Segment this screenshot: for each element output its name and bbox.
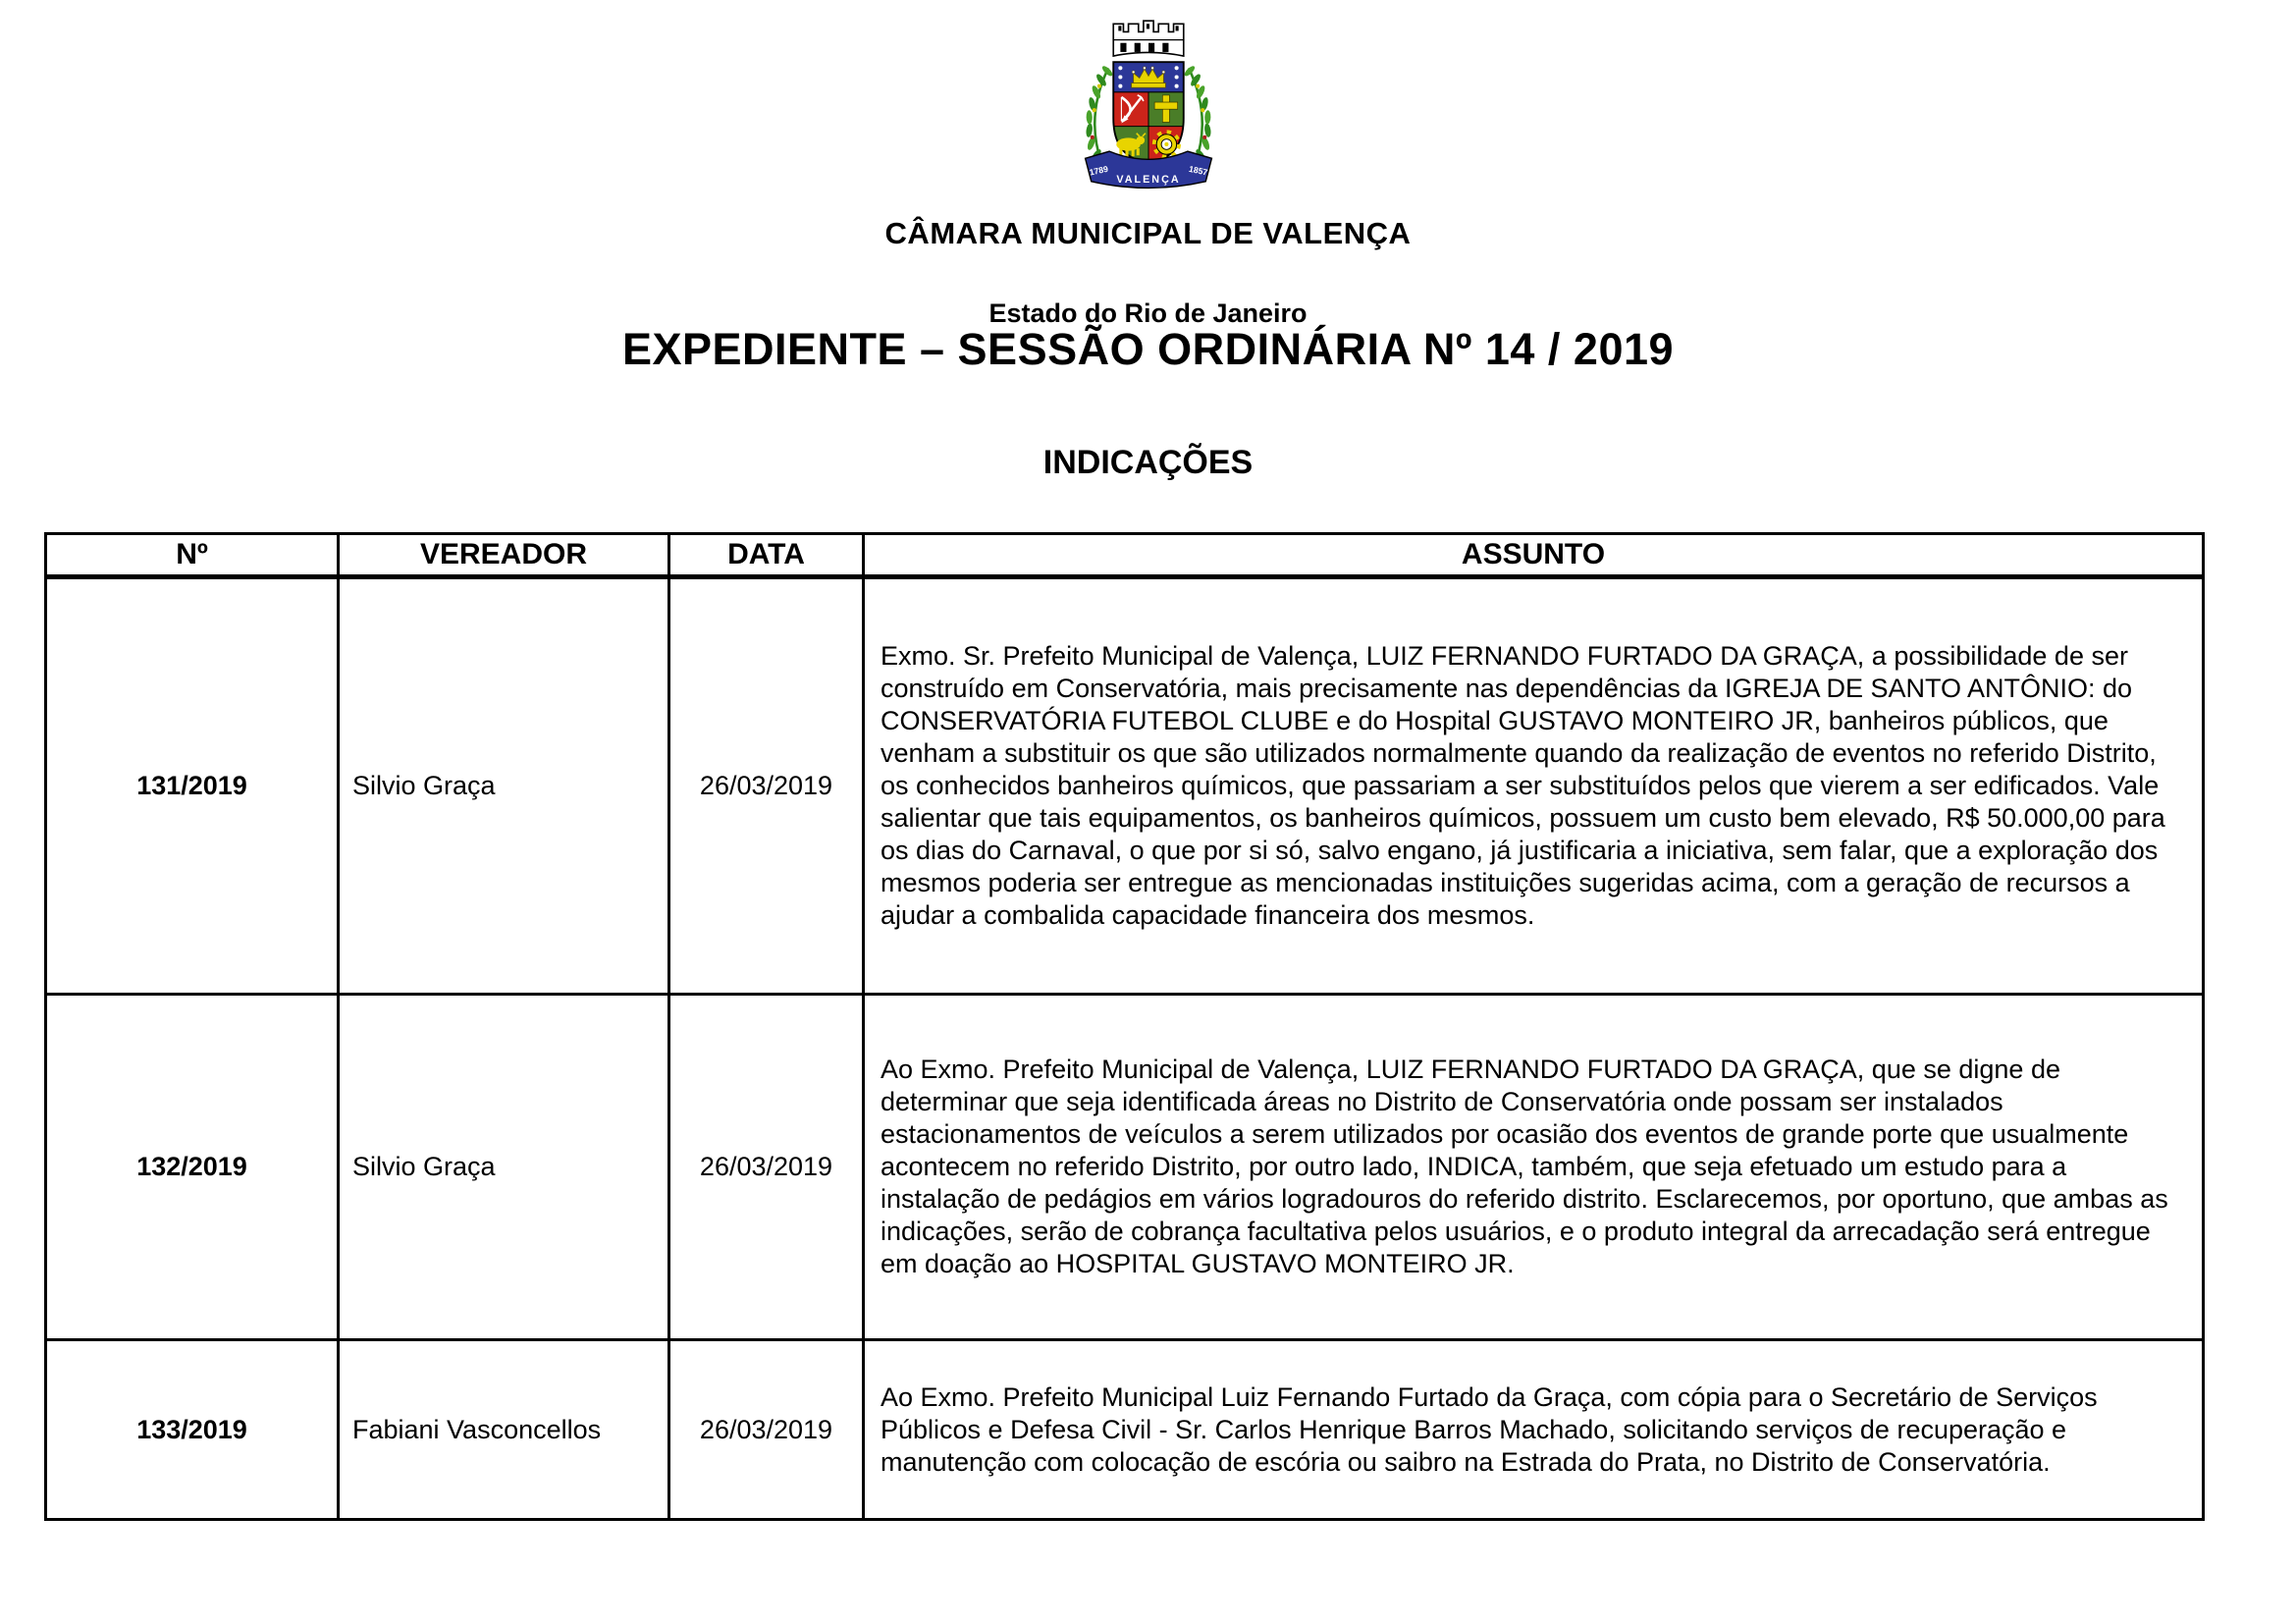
table-row-1-assunto: Exmo. Sr. Prefeito Municipal de Valença, LUIZ FERNANDO FURTADO DA GRAÇA, a possibilidade de ser construído em Conservatória, mais precisamente nas dependências da IGREJA DE SANTO ANTÔNIO: do CONSERVATÓRIA FUTEBOL CLUBE e do Hospital GUSTAVO MONTEIRO JR, banheiros públicos, que venham a substituir os que são utilizados normalmente quando da realização de eventos no referido Distrito, os conhecidos banheiros químicos, que passariam a ser substituídos pelos que vierem a ser edificados. Vale salientar que tais equipamentos, os banheiros químicos, possuem um custo bem elevado, R$ 50.000,00 para os dias do Carnaval, o que por si só, salvo engano, já justificaria a iniciativa, sem falar, que a exploração dos mesmos poderia ser entregue as mencionadas instituições sugeridas acima, com a geração de recursos a ajudar a combalida capacidade financeira dos mesmos.: [865, 579, 2202, 996]
table-row-3-assunto: Ao Exmo. Prefeito Municipal Luiz Fernando Furtado da Graça, com cópia para o Secretário de Serviços Públicos e Defesa Civil - Sr. Carlos Henrique Barros Machado, solicitando serviços de recuperação e manutenção com colocação de escória ou saibro na Estrada do Prata, no Distrito de Conservatória.: [881, 1381, 2098, 1477]
section-title: INDICAÇÕES: [1042, 444, 1254, 481]
table-row-3-vereador: Fabiani Vasconcellos: [340, 1341, 670, 1518]
right-branch: [1183, 65, 1211, 163]
ribbon-year-left: 1789: [1088, 163, 1109, 178]
document-title: EXPEDIENTE – SESSÃO ORDINÁRIA Nº 14 / 2019: [621, 324, 1675, 374]
table-row-2-assunto: Ao Exmo. Prefeito Municipal de Valença, LUIZ FERNANDO FURTADO DA GRAÇA, que se digne de determinar que seja identificada áreas no Distrito de Conservatória onde possam ser instalados estacionamentos de veículos a serem utilizados por ocasião dos eventos de grande porte que usualmente acontecem no referido Distrito, por outro lado, INDICA, também, que seja efetuado um estudo para a instalação de pedágios em vários logradouros do referido distrito. Esclarecemos, por oportuno, que ambas as indicações, serão de cobrança facultativa pelos usuários, e o produto integral da arrecadação será entregue em doação ao HOSPITAL GUSTAVO MONTEIRO JR.: [865, 996, 2202, 1341]
left-branch: [1086, 65, 1114, 163]
table-row-3-numero: 133/2019: [47, 1341, 340, 1518]
table-row-2-data: 26/03/2019: [670, 996, 865, 1341]
ribbon-city-name: VALENÇA: [1116, 173, 1181, 186]
column-header-assunto: ASSUNTO: [865, 535, 2202, 579]
organization-name: CÂMARA MUNICIPAL DE VALENÇA: [884, 216, 1412, 250]
mural-crown-icon: [1113, 21, 1184, 56]
indications-table: [44, 532, 2205, 1521]
shield: [1113, 62, 1184, 162]
coat-of-arms-icon: [1063, 10, 1234, 190]
column-header-vereador: VEREADOR: [340, 535, 670, 579]
table-row-1-vereador: Silvio Graça: [340, 579, 670, 996]
table-row-1-data: 26/03/2019: [670, 579, 865, 996]
ribbon-year-right: 1857: [1188, 163, 1209, 178]
table-row-2-numero: 132/2019: [47, 996, 340, 1341]
column-header-data: DATA: [670, 535, 865, 579]
state-name: Estado do Rio de Janeiro: [988, 298, 1308, 328]
column-header-numero: Nº: [47, 535, 340, 579]
table-row-3-data: 26/03/2019: [670, 1341, 865, 1518]
table-row-2-vereador: Silvio Graça: [340, 996, 670, 1341]
table-row-1-numero: 131/2019: [47, 579, 340, 996]
